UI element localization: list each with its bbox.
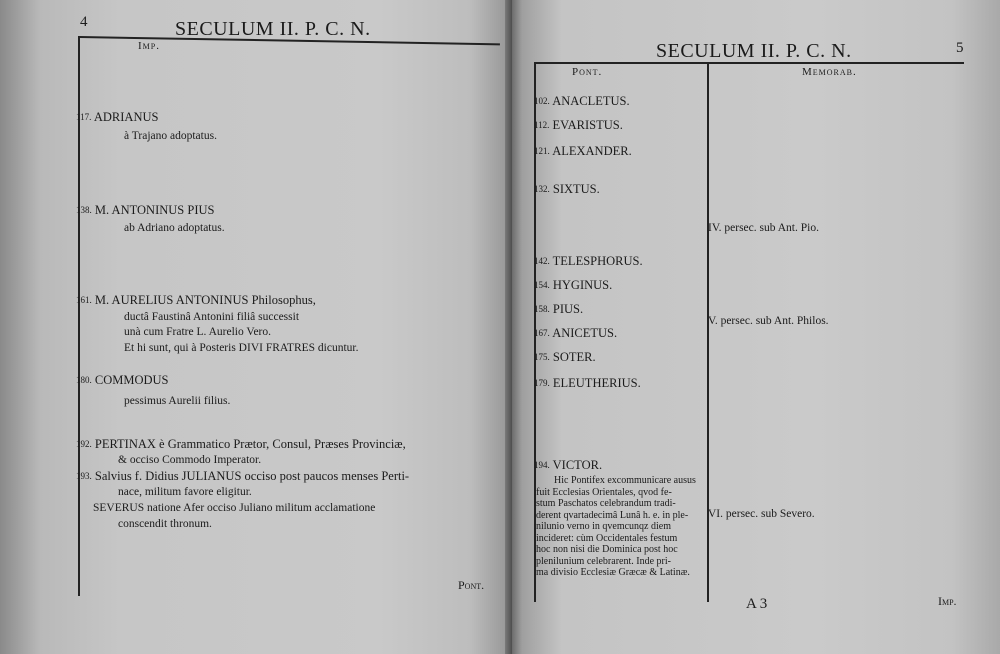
column-header-memorab: Memorab. <box>802 66 857 78</box>
memorabilia-persecution-4: IV. persec. sub Ant. Pio. <box>708 222 819 234</box>
entry-180-note: pessimus Aurelii filius. <box>124 395 231 407</box>
pope-eleutherius: 179. ELEUTHERIUS. <box>534 376 641 390</box>
entry-193: 193. Salvius f. Didius JULIANUS occiso post paucos menses Perti- <box>76 469 410 483</box>
pope-alexander: 121. ALEXANDER. <box>534 144 632 158</box>
column-divider-rule <box>707 62 709 602</box>
entry-161-line2: ductâ Faustinâ Antonini filiâ successit <box>124 311 300 323</box>
entry-193-line3: SEVERUS natione Afer occiso Juliano militum acclamatione <box>93 502 376 514</box>
entry-180: 180. COMMODUS <box>76 373 169 387</box>
pope-soter: 175. SOTER. <box>534 350 596 364</box>
pope-victor: 194. VICTOR. <box>534 458 603 472</box>
entry-192-note: & occiso Commodo Imperator. <box>118 454 262 466</box>
right-page <box>512 0 1000 654</box>
page-number: 4 <box>80 14 88 30</box>
running-head: SECULUM II. P. C. N. <box>656 40 852 62</box>
column-header-pont: Pont. <box>572 66 603 78</box>
entry-193-line2: nace, militum favore eligitur. <box>118 486 252 498</box>
memorabilia-persecution-6: VI. persec. sub Severo. <box>708 508 815 520</box>
pope-pius: 158. PIUS. <box>534 302 584 316</box>
signature-mark: A 3 <box>746 596 768 612</box>
entry-138-note: ab Adriano adoptatus. <box>124 222 225 234</box>
pope-sixtus: 132. SIXTUS. <box>534 182 600 196</box>
pope-evaristus: 112. EVARISTUS. <box>534 118 623 132</box>
entry-138: 138. M. ANTONINUS PIUS <box>76 203 215 217</box>
entry-161-line4: Et hi sunt, qui à Posteris DIVI FRATRES dicuntur. <box>124 342 359 354</box>
catchword: Imp. <box>938 594 957 608</box>
entry-192: 192. PERTINAX è Grammatico Prætor, Consul, Præses Provinciæ, <box>76 437 406 451</box>
victor-note: Hic Pontifex excommunicare ausus fuit Ecclesias Orientales, qvod fe- stum Paschatos celebrandum tradi- derent qvartadecimâ Lunâ h. e. in ple- nilunio verno in qvemcunqz diem incideret: cùm Occidentales festum hoc non nisi die Dominica post hoc plenilunium celebrarent. Inde pri- ma divisio Ecclesiæ Græcæ & Latinæ. <box>536 475 696 578</box>
pope-anacletus: 102. ANACLETUS. <box>534 94 630 108</box>
entry-117: 117. ADRIANUS <box>76 110 159 124</box>
entry-117-note: à Trajano adoptatus. <box>124 130 217 142</box>
catchword: Pont. <box>458 578 485 592</box>
entry-161: 161. M. AURELIUS ANTONINUS Philosophus, <box>76 293 316 307</box>
running-head: SECULUM II. P. C. N. <box>175 18 371 40</box>
entry-161-line3: unà cum Fratre L. Aurelio Vero. <box>124 326 272 338</box>
pope-anicetus: 167. ANICETUS. <box>534 326 618 340</box>
page-number: 5 <box>956 40 964 56</box>
pope-hyginus: 154. HYGINUS. <box>534 278 613 292</box>
pope-telesphorus: 142. TELESPHORUS. <box>534 254 643 268</box>
memorabilia-persecution-5: V. persec. sub Ant. Philos. <box>708 315 829 327</box>
header-rule <box>534 62 964 64</box>
entry-193-line4: conscendit thronum. <box>118 518 212 530</box>
column-header-imp: Imp. <box>138 40 160 52</box>
